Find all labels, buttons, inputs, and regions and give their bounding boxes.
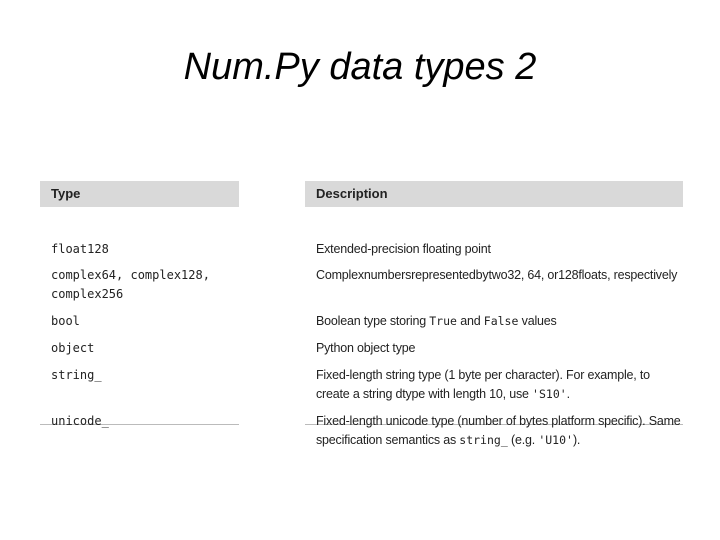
type-cell-object: object [51,341,95,355]
description-column-header: Description [305,181,683,207]
type-column [40,181,239,428]
type-column-header: Type [40,181,239,207]
description-column [305,181,683,447]
type-cell-float128: float128 [51,242,109,256]
type-cell-complex: complex64, complex128, complex256 [51,268,210,301]
desc-cell-string: Fixed-length string type (1 byte per character). For example, to create a string dtype with length 10, use 'S10'. [316,368,650,401]
desc-cell-complex: Complexnumbersrepresentedbytwo32, 64, or128floats, respectively [316,268,678,282]
desc-cell-bool: Boolean type storing True and False values [316,314,557,328]
type-column-body [40,207,239,428]
slide-title: Num.Py data types 2 [183,46,537,88]
type-cell-unicode: unicode_ [51,414,109,428]
desc-cell-float128: Extended-precision floating point [316,242,491,256]
description-column-body [305,207,683,447]
type-cell-bool: bool [51,314,80,328]
desc-cell-object: Python object type [316,341,416,355]
desc-cell-unicode: Fixed-length unicode type (number of bytes platform specific). Same specification semantics as string_ (e.g. 'U10'). [316,414,681,447]
type-cell-string: string_ [51,368,102,382]
